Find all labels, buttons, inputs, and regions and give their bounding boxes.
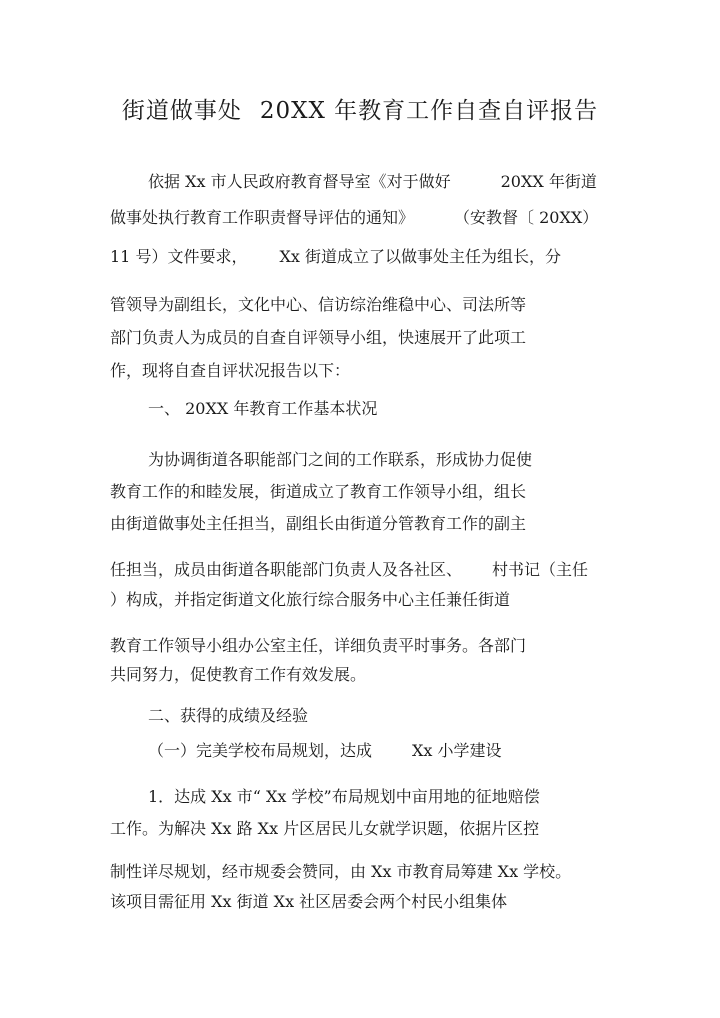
paragraph-line: 1．达成 Xx 市“ Xx 学校”布局规划中亩用地的征地赔偿 [148, 787, 540, 806]
paragraph-line: 为协调街道各职能部门之间的工作联系，形成协力促使 [148, 450, 533, 469]
text-segment: Xx 小学建设 [412, 741, 502, 760]
paragraph-line: 工作。为解决 Xx 路 Xx 片区居民儿女就学识题，依据片区控 [110, 819, 540, 838]
text-segment: 依据 Xx 市人民政府教育督导室《对于做好 [148, 172, 451, 191]
paragraph-line: 管领导为副组长，文化中心、信访综治维稳中心、司法所等 [110, 295, 527, 314]
title-part-report: 20XX 年教育工作自查自评报告 [259, 98, 599, 124]
subsection-heading [148, 741, 502, 761]
section-heading: 二、获得的成绩及经验 [148, 706, 309, 725]
text-segment: 任担当，成员由街道各职能部门负责人及各社区、 [110, 560, 463, 579]
title-part-office: 街道做事处 [121, 98, 242, 124]
paragraph-line: 部门负责人为成员的自查自评领导小组，快速展开了此项工 [110, 328, 527, 347]
document-title [0, 92, 720, 125]
paragraph-line: 该项目需征用 Xx 街道 Xx 社区居委会两个村民小组集体 [110, 892, 508, 911]
text-segment: Xx 街道成立了以做事处主任为组长，分 [279, 247, 561, 266]
paragraph-line [110, 208, 598, 228]
paragraph-line: 由街道做事处主任担当，副组长由街道分管教育工作的副主 [110, 514, 527, 533]
section-heading: 一、 20XX 年教育工作基本状况 [148, 399, 378, 418]
paragraph-line [110, 560, 588, 580]
text-segment: （安教督〔 20XX） [454, 208, 599, 227]
paragraph-line: ）构成，并指定街道文化旅行综合服务中心主任兼任街道 [110, 590, 511, 609]
text-segment: 20XX 年街道 [500, 172, 597, 191]
paragraph-line [148, 172, 597, 192]
paragraph-line: 教育工作领导小组办公室主任，详细负责平时事务。各部门 [110, 636, 527, 655]
text-segment: 11 号）文件要求， [110, 247, 248, 266]
paragraph-line [110, 247, 561, 267]
paragraph-line: 共同努力，促使教育工作有效发展。 [110, 665, 367, 684]
paragraph-line: 教育工作的和睦发展，街道成立了教育工作领导小组，组长 [110, 482, 527, 501]
text-segment: 村书记（主任 [492, 560, 589, 579]
paragraph-line: 制性详尽规划，经市规委会赞同，由 Xx 市教育局筹建 Xx 学校。 [110, 862, 572, 881]
paragraph-line: 作，现将自查自评状况报告以下： [110, 361, 351, 380]
text-segment: 做事处执行教育工作职责督导评估的通知》 [110, 208, 415, 227]
text-segment: （一）完美学校布局规划，达成 [148, 741, 373, 760]
